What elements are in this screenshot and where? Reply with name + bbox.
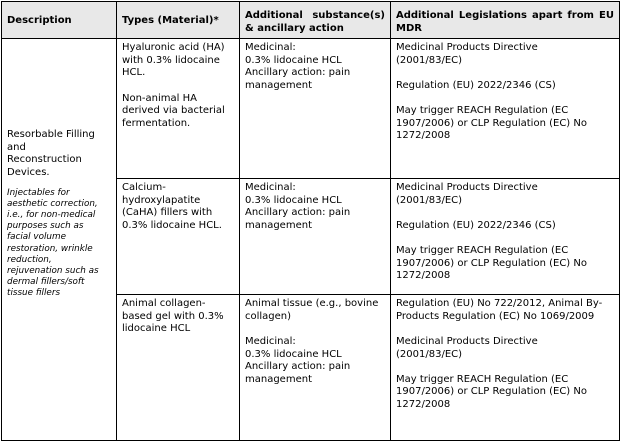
legislation-line: Medicinal Products Directive — [396, 182, 538, 194]
header-additional-line1: Additional substance(s) — [245, 10, 385, 21]
legislation-line: (2001/83/EC) — [396, 348, 463, 360]
additional-line: Medicinal: — [245, 335, 296, 347]
header-additional-line2: & ancillary action — [245, 22, 344, 34]
additional-line: 0.3% lidocaine HCL — [245, 348, 342, 360]
table-row — [2, 39, 620, 179]
types-line: Non-animal HA — [122, 92, 197, 104]
description-note-line: reduction, — [7, 254, 52, 265]
description-note — [7, 188, 111, 300]
header-description: Description — [2, 2, 117, 39]
legislation-table — [1, 1, 620, 441]
description-title-line: and — [7, 141, 26, 153]
types-line: Hyaluronic acid (HA) — [122, 42, 225, 54]
additional-line: management — [245, 79, 312, 91]
legislation-line: 1907/2006) or CLP Regulation (EC) No — [396, 117, 587, 129]
legislation-line: 1272/2008 — [396, 130, 451, 142]
description-note-line: i.e., for non-medical — [7, 209, 96, 220]
legislation-line: May trigger REACH Regulation (EC — [396, 105, 569, 117]
types-line: Calcium- — [122, 182, 166, 194]
description-note-line: aesthetic correction, — [7, 198, 98, 209]
legislation-line: Medicinal Products Directive — [396, 335, 538, 347]
description-note-line: facial volume — [7, 232, 66, 243]
header-legislation-line1: Additional Legislations apart from EU — [396, 10, 614, 21]
types-line: lidocaine HCL — [122, 323, 191, 335]
legislation-line: Regulation (EU) No 722/2012, Animal By- — [396, 298, 603, 310]
additional-cell — [240, 39, 391, 179]
additional-line: collagen) — [245, 310, 292, 322]
description-title-line: Devices. — [7, 166, 50, 178]
legislation-cell — [391, 295, 620, 441]
legislation-cell — [391, 39, 620, 179]
legislation-line: Regulation (EU) 2022/2346 (CS) — [396, 79, 556, 91]
description-note-line: Injectables for — [7, 187, 70, 198]
additional-line: Medicinal: — [245, 182, 296, 194]
header-row — [2, 2, 620, 39]
description-note-line: dermal fillers/soft — [7, 277, 85, 288]
types-cell — [117, 179, 240, 295]
types-line: fermentation. — [122, 117, 191, 129]
header-legislation — [391, 2, 620, 39]
additional-line: Medicinal: — [245, 42, 296, 54]
legislation-line: 1272/2008 — [396, 398, 451, 410]
additional-line: Ancillary action: pain — [245, 207, 351, 219]
header-types: Types (Material)* — [117, 2, 240, 39]
legislation-line: 1907/2006) or CLP Regulation (EC) No — [396, 257, 587, 269]
additional-line: Animal tissue (e.g., bovine — [245, 298, 379, 310]
header-legislation-line2: MDR — [396, 22, 422, 34]
additional-cell — [240, 179, 391, 295]
description-title-line: Resorbable Filling — [7, 129, 95, 141]
legislation-line: 1907/2006) or CLP Regulation (EC) No — [396, 386, 587, 398]
additional-line: 0.3% lidocaine HCL — [245, 194, 342, 206]
types-line: Animal collagen- — [122, 298, 206, 310]
types-line: derived via bacterial — [122, 105, 225, 117]
legislation-line: 1272/2008 — [396, 270, 451, 282]
legislation-line: Products Regulation (EC) No 1069/2009 — [396, 310, 595, 322]
legislation-line: (2001/83/EC) — [396, 54, 463, 66]
description-cell — [2, 39, 117, 441]
additional-line: management — [245, 373, 312, 385]
legislation-cell — [391, 179, 620, 295]
description-note-line: tissue fillers — [7, 288, 61, 299]
types-cell — [117, 295, 240, 441]
additional-line: 0.3% lidocaine HCL — [245, 54, 342, 66]
legislation-line: May trigger REACH Regulation (EC — [396, 245, 569, 257]
legislation-line: Medicinal Products Directive — [396, 42, 538, 54]
description-title-line: Reconstruction — [7, 154, 82, 166]
additional-line: Ancillary action: pain — [245, 361, 351, 373]
description-note-line: restoration, wrinkle — [7, 243, 93, 254]
types-line: based gel with 0.3% — [122, 310, 224, 322]
additional-line: Ancillary action: pain — [245, 67, 351, 79]
types-line: (CaHA) fillers with — [122, 207, 213, 219]
header-additional-substances — [240, 2, 391, 39]
types-line: HCL. — [122, 67, 146, 79]
types-cell — [117, 39, 240, 179]
description-note-line: purposes such as — [7, 221, 84, 232]
types-line: 0.3% lidocaine HCL. — [122, 219, 222, 231]
types-line: with 0.3% lidocaine — [122, 54, 220, 66]
legislation-line: May trigger REACH Regulation (EC — [396, 373, 569, 385]
additional-cell — [240, 295, 391, 441]
description-note-line: rejuvenation such as — [7, 265, 99, 276]
legislation-line: Regulation (EU) 2022/2346 (CS) — [396, 219, 556, 231]
additional-line: management — [245, 219, 312, 231]
types-line: hydroxylapatite — [122, 194, 201, 206]
legislation-line: (2001/83/EC) — [396, 194, 463, 206]
